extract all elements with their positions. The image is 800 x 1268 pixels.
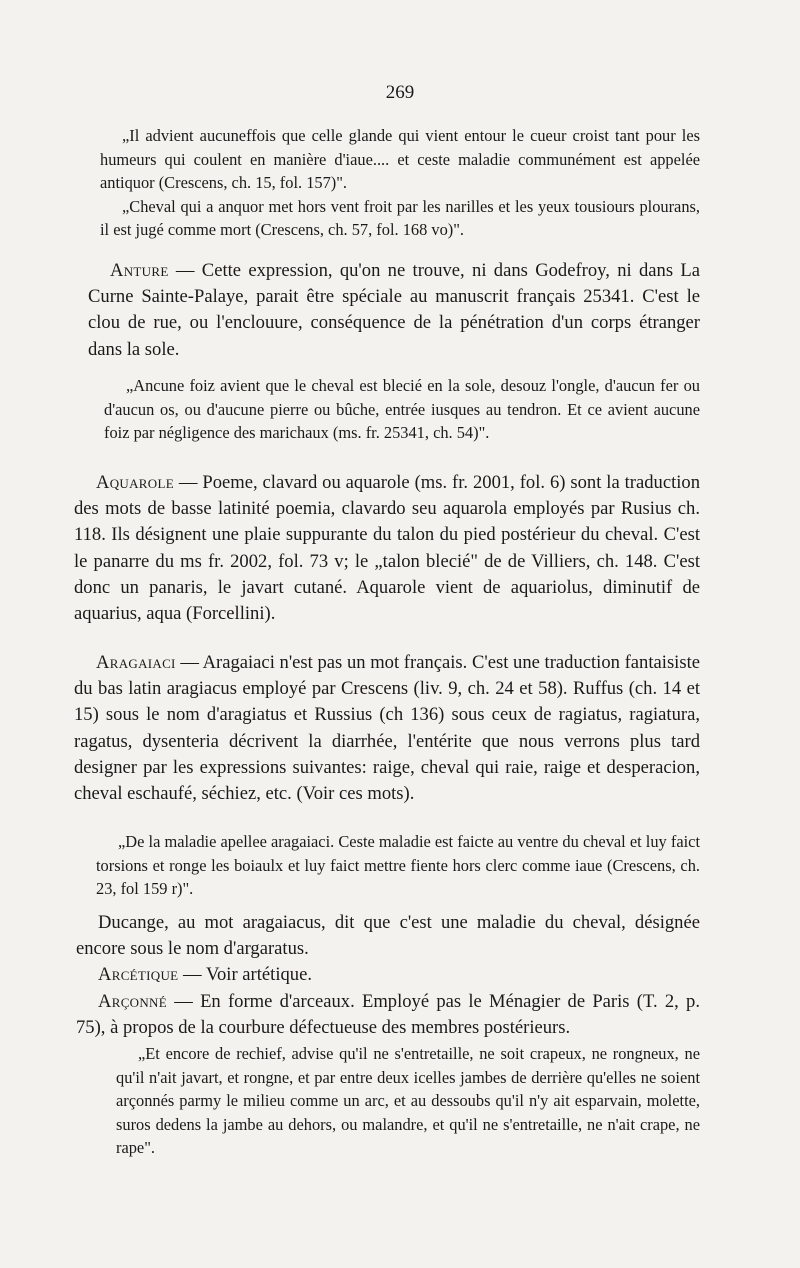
- entry-aragaiaci-term: Aragaiaci: [96, 652, 176, 673]
- entry-aragaiaci-paragraph: [74, 650, 700, 807]
- ducange-block: [76, 910, 700, 1041]
- entry-anture-paragraph: [88, 258, 700, 363]
- entry-aquarole-term: Aquarole: [96, 472, 174, 493]
- entry-arcetique-text: — Voir artétique.: [178, 964, 312, 986]
- entry-arconne-text: — En forme d'arceaux. Employé pas le Ménagier de Paris (T. 2, p. 75), à propos de la courbure défectueuse des membres postérieurs.: [76, 990, 700, 1038]
- entry-aquarole: [74, 470, 700, 627]
- quote-antiquor-1: „Il advient aucuneffois que celle glande qui vient entour le cueur croist tant pour les humeurs qui coulent en manière d'iaue.... et ceste maladie communément est appelée antiquor (Crescens, ch. 15, fol. 157)".: [100, 126, 700, 192]
- entry-arconne-quote: „Et encore de rechief, advise qu'il ne s'entretaille, ne soit crapeux, ne rongneux, ne qu'il n'ait javart, et rongne, et par entre deux icelles jambes de derrière qu'elles ne soient arçonnés parmy le milieu comme un arc, et au dessoubs qu'il n'y ait esparvain, molette, suros dedens la jambe au dehors, ou malandre, et qu'il ne s'entretaille, ne n'ait crape, ne rape".: [116, 1044, 700, 1157]
- entry-arconne-quote-block: [116, 1042, 700, 1160]
- entry-anture-text: — Cette expression, qu'on ne trouve, ni dans Godefroy, ni dans La Curne Sainte-Palaye, parait être spéciale au manuscrit français 25341. C'est le clou de rue, ou l'enclouure, conséquence de la pénétration d'un corps étranger dans la sole.: [88, 260, 700, 360]
- page-number: 269: [385, 82, 415, 103]
- entry-aragaiaci-text: — Aragaiaci n'est pas un mot français. C'est une traduction fantaisiste du bas latin aragiacus employé par Crescens (liv. 9, ch. 24 et 58). Ruffus (ch. 14 et 15) sous le nom d'aragiatus et Russius (ch 136) sous ceux de ragiatus, ragiatura, ragatus, dysenteria décrivent la diarrhée, l'entérite que nous verrons plus tard designer par les expressions suivantes: raige, cheval qui raie, raige et desperacion, cheval eschaufé, séchiez, etc. (Voir ces mots).: [74, 652, 700, 805]
- entry-arcetique-term: Arcétique: [98, 964, 179, 986]
- entry-anture-quote: „Ancune foiz avient que le cheval est blecié en la sole, desouz l'ongle, d'aucun fer ou d'aucun os, ou d'aucune pierre ou bûche, entrée iusques au tendron. Et ce avient aucune foiz par négligence des marichaux (ms. fr. 25341, ch. 54)".: [104, 376, 700, 442]
- entry-aquarole-text: — Poeme, clavard ou aquarole (ms. fr. 2001, fol. 6) sont la traduction des mots de basse latinité poemia, clavardo seu aquarola employés par Rusius ch. 118. Ils désignent une plaie suppurante du talon du pied postérieur du cheval. C'est le panarre du ms fr. 2002, fol. 73 v; le „talon blecié" de de Villiers, ch. 148. C'est donc un panaris, le javart cutané. Aquarole vient de aquariolus, diminutif de aquarius, aqua (Forcellini).: [74, 472, 700, 625]
- entry-anture-term: Anture: [110, 260, 169, 281]
- entry-arconne-paragraph: [76, 989, 700, 1041]
- entry-arconne-term: Arçonné: [98, 990, 167, 1012]
- quote-antiquor: [100, 124, 700, 242]
- entry-aragaiaci-quote-block: [96, 830, 700, 901]
- entry-anture-quote-block: [104, 374, 700, 445]
- ducange-paragraph: Ducange, au mot aragaiacus, dit que c'est une maladie du cheval, désignée encore sous le nom d'argaratus.: [76, 912, 700, 960]
- entry-aragaiaci: [74, 650, 700, 807]
- entry-arcetique-paragraph: [76, 962, 700, 988]
- entry-aquarole-paragraph: [74, 470, 700, 627]
- entry-anture: [88, 258, 700, 363]
- entry-aragaiaci-quote: „De la maladie apellee aragaiaci. Ceste maladie est faicte au ventre du cheval et luy faict torsions et ronge les boiaulx et luy faict mettre fiente hors clerc comme iaue (Crescens, ch. 23, fol 159 r)".: [96, 832, 700, 898]
- quote-antiquor-2: „Cheval qui a anquor met hors vent froit par les narilles et les yeux tousiours plourans, il est jugé comme mort (Crescens, ch. 57, fol. 168 vo)".: [100, 196, 700, 239]
